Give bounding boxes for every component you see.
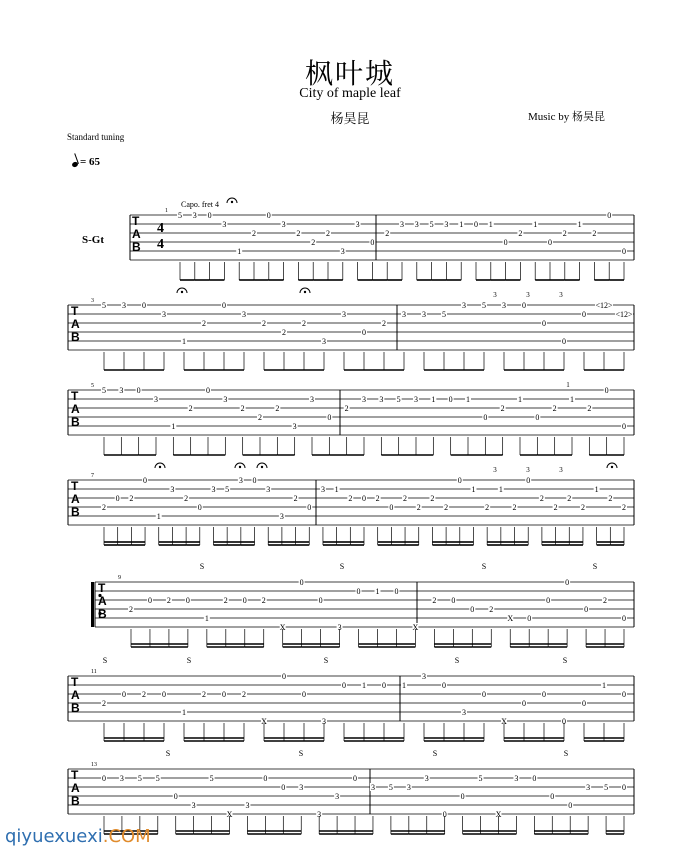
tab-clef-letter: T <box>71 304 79 318</box>
fret-number: 0 <box>568 801 573 810</box>
fret-number: 2 <box>296 229 301 238</box>
fret-number: 3 <box>406 783 411 792</box>
fret-number: 2 <box>252 229 256 238</box>
fret-number: 0 <box>522 699 526 708</box>
fret-number: 3 <box>170 485 175 494</box>
fret-number: X <box>501 717 507 726</box>
tab-clef-letter: T <box>132 214 140 228</box>
fret-number: 1 <box>171 422 176 431</box>
fret-number: 2 <box>382 319 386 328</box>
fret-number: 1 <box>488 220 493 229</box>
fret-number: 2 <box>129 494 134 503</box>
fret-number: 2 <box>375 494 380 503</box>
tab-clef-letter: A <box>71 688 80 702</box>
fret-number: 3 <box>322 717 326 726</box>
fermata-dot <box>159 466 161 468</box>
tab-clef-letter: A <box>98 594 107 608</box>
fret-number: 3 <box>586 783 591 792</box>
fret-number: 0 <box>173 792 178 801</box>
fret-number: 2 <box>500 404 505 413</box>
fret-number: 2 <box>188 404 193 413</box>
fret-number: 0 <box>362 328 366 337</box>
fermata-dot <box>239 466 241 468</box>
fret-number: 0 <box>622 783 626 792</box>
tab-clef-letter: T <box>71 479 79 493</box>
fret-number: 3 <box>320 485 325 494</box>
fret-number: 3 <box>222 220 227 229</box>
fret-number: 0 <box>535 413 540 422</box>
fret-number: 5 <box>482 301 486 310</box>
below-staff-number: 3 <box>493 291 497 299</box>
tab-clef-letter: B <box>98 607 107 621</box>
fret-number: 3 <box>422 310 426 319</box>
track-name: S-Gt <box>82 234 104 246</box>
fret-number: 3 <box>266 485 271 494</box>
fret-number: 3 <box>462 301 466 310</box>
fret-number: 0 <box>582 699 586 708</box>
fret-number: X <box>226 810 233 819</box>
composer-credit: Music by 杨昊昆 <box>528 111 605 123</box>
fret-number: 2 <box>258 413 262 422</box>
fret-number: 0 <box>483 413 488 422</box>
fret-number: 1 <box>362 681 366 690</box>
fret-number: 1 <box>156 512 161 521</box>
fret-number: 3 <box>310 395 314 404</box>
fret-number: 2 <box>262 319 266 328</box>
fermata-dot <box>261 466 263 468</box>
fret-number: 0 <box>503 238 508 247</box>
fret-number: 3 <box>119 774 124 783</box>
fret-number: 2 <box>202 319 206 328</box>
tab-clef-letter: B <box>71 415 80 429</box>
fret-number: 0 <box>327 413 332 422</box>
fret-number: 0 <box>548 238 552 247</box>
fret-number: 2 <box>102 699 106 708</box>
fermata-dot <box>304 291 306 293</box>
fret-number: 0 <box>143 476 148 485</box>
fret-number: 1 <box>204 614 209 623</box>
fret-number: 2 <box>311 238 316 247</box>
fermata-dot <box>181 291 183 293</box>
fret-number: 2 <box>385 229 390 238</box>
fret-number: 2 <box>344 404 349 413</box>
fret-number: 0 <box>136 386 141 395</box>
fret-number: 2 <box>539 494 544 503</box>
fret-number: 3 <box>362 395 366 404</box>
fermata-dot <box>611 466 613 468</box>
fret-number: 3 <box>514 774 519 783</box>
tab-clef-letter: A <box>132 227 141 241</box>
fret-number: 2 <box>403 494 408 503</box>
fret-number: 3 <box>322 337 326 346</box>
fret-number: 0 <box>542 319 546 328</box>
fret-number: 0 <box>282 672 286 681</box>
fret-number: 0 <box>356 587 361 596</box>
fret-number: 0 <box>206 386 210 395</box>
fret-number: 0 <box>382 681 386 690</box>
slap-marker: S <box>481 562 487 571</box>
measure-number: 5 <box>91 383 94 389</box>
tempo-value: = 65 <box>80 156 101 168</box>
fret-number: 2 <box>416 503 421 512</box>
tab-clef-letter: B <box>71 794 80 808</box>
below-staff-number: 3 <box>493 466 497 474</box>
fret-number: 1 <box>402 681 406 690</box>
fret-number: 0 <box>162 690 166 699</box>
fret-number: 2 <box>282 328 286 337</box>
fret-number: 3 <box>402 310 406 319</box>
slap-marker: S <box>563 749 569 758</box>
fret-number: 0 <box>302 690 306 699</box>
fret-number: 0 <box>394 587 399 596</box>
song-title: 枫叶城 <box>304 57 395 90</box>
fret-number: 3 <box>335 792 340 801</box>
fret-number: 1 <box>570 395 574 404</box>
fret-number: 3 <box>400 220 404 229</box>
watermark-domain: qiyuexuexi <box>5 826 103 847</box>
fret-number: 0 <box>546 596 551 605</box>
fret-number: 3 <box>223 395 228 404</box>
fret-number: 2 <box>580 503 585 512</box>
fret-number: 0 <box>102 774 106 783</box>
fret-number: 0 <box>522 301 526 310</box>
fret-number: 0 <box>263 774 268 783</box>
fret-number: 0 <box>582 310 586 319</box>
fret-number: 0 <box>584 605 589 614</box>
fret-number: 5 <box>209 774 214 783</box>
fret-number: 0 <box>252 476 257 485</box>
fret-number: 0 <box>542 690 546 699</box>
fret-number: 5 <box>102 301 106 310</box>
fret-number: 5 <box>225 485 230 494</box>
measure-number: 3 <box>91 298 94 304</box>
fret-number: 2 <box>293 494 298 503</box>
fret-number: 0 <box>185 596 190 605</box>
fret-number: 3 <box>211 485 216 494</box>
fret-number: X <box>507 614 514 623</box>
fret-number: X <box>261 717 267 726</box>
fret-number: 2 <box>603 596 608 605</box>
fret-number: 0 <box>482 690 486 699</box>
tab-clef-letter: B <box>71 505 80 519</box>
fermata-dot <box>231 201 233 203</box>
fret-number: 0 <box>197 503 202 512</box>
fret-number: 2 <box>562 229 567 238</box>
fret-number: 2 <box>592 229 597 238</box>
fret-number: 0 <box>532 774 537 783</box>
fret-number: 1 <box>518 395 522 404</box>
fret-number: 2 <box>142 690 146 699</box>
fret-number: 2 <box>608 494 613 503</box>
capo-label: Capo. fret 4 <box>181 200 219 209</box>
fret-number: 0 <box>353 774 358 783</box>
tab-clef-letter: A <box>71 781 80 795</box>
fret-number: 5 <box>102 386 106 395</box>
fret-number: 3 <box>279 512 284 521</box>
fret-number: 2 <box>518 229 523 238</box>
arranger-name: 杨昊昆 <box>330 112 370 127</box>
repeat-thick-bar <box>91 582 94 627</box>
slap-marker: S <box>432 749 438 758</box>
slap-marker: S <box>186 656 192 665</box>
slap-marker: S <box>165 749 171 758</box>
fret-number: 0 <box>307 503 312 512</box>
fret-number: 0 <box>122 690 126 699</box>
fret-number: <12> <box>595 301 613 310</box>
fret-number: 5 <box>178 211 182 220</box>
fret-number: 0 <box>442 681 446 690</box>
fret-number: 0 <box>607 211 612 220</box>
fret-number: 0 <box>222 301 226 310</box>
fret-number: 0 <box>147 596 152 605</box>
fret-number: 0 <box>562 717 566 726</box>
fret-number: 3 <box>242 310 246 319</box>
fret-number: 2 <box>223 596 228 605</box>
fret-number: 3 <box>370 783 375 792</box>
fret-number: 5 <box>137 774 142 783</box>
fret-number: 3 <box>191 801 196 810</box>
fret-number: 2 <box>275 404 280 413</box>
below-staff-number: 3 <box>526 466 530 474</box>
tuning-label: Standard tuning <box>67 132 125 142</box>
fret-number: 3 <box>444 220 449 229</box>
slap-marker: S <box>199 562 205 571</box>
measure-number: 1 <box>165 208 168 214</box>
fret-number: 2 <box>184 494 189 503</box>
fret-number: 5 <box>429 220 434 229</box>
fret-number: 3 <box>414 220 419 229</box>
fret-number: 0 <box>527 614 532 623</box>
fret-number: 2 <box>242 690 246 699</box>
fret-number: 1 <box>471 485 476 494</box>
fret-number: 5 <box>396 395 401 404</box>
fret-number: 2 <box>202 690 206 699</box>
fret-number: 5 <box>155 774 160 783</box>
fret-number: 2 <box>261 596 266 605</box>
fret-number: 0 <box>142 301 146 310</box>
fret-number: 3 <box>337 623 342 632</box>
fret-number: 0 <box>451 596 456 605</box>
fret-number: 0 <box>342 681 346 690</box>
fret-number: 2 <box>552 404 557 413</box>
fret-number: 5 <box>442 310 446 319</box>
measure-number: 13 <box>91 762 97 768</box>
fret-number: 0 <box>562 337 566 346</box>
measure-number: 7 <box>91 473 94 479</box>
fret-number: 3 <box>238 476 243 485</box>
slap-marker: S <box>454 656 460 665</box>
fret-number: 5 <box>388 783 393 792</box>
fret-number: 1 <box>182 708 186 717</box>
fret-number: 0 <box>318 596 323 605</box>
fret-number: 2 <box>430 494 435 503</box>
fret-number: 3 <box>355 220 360 229</box>
fret-number: 0 <box>526 476 531 485</box>
tab-clef-letter: B <box>132 240 141 254</box>
fret-number: 0 <box>622 690 626 699</box>
fret-number: 0 <box>457 476 462 485</box>
fret-number: 3 <box>424 774 429 783</box>
fret-number: 2 <box>129 605 133 614</box>
fret-number: 5 <box>604 783 609 792</box>
fret-number: 2 <box>102 503 106 512</box>
fret-number: 0 <box>207 211 212 220</box>
fret-number: 2 <box>485 503 490 512</box>
time-signature-top: 4 <box>157 221 164 236</box>
fret-number: 0 <box>604 386 609 395</box>
watermark-tld: .COM <box>102 826 151 847</box>
fret-number: 3 <box>342 310 346 319</box>
fret-number: 2 <box>512 503 517 512</box>
fret-number: 0 <box>266 211 271 220</box>
fret-number: 3 <box>122 301 126 310</box>
fret-number: X <box>412 623 419 632</box>
fret-number: 2 <box>622 503 626 512</box>
fret-number: 3 <box>340 247 345 256</box>
fret-number: 1 <box>602 681 606 690</box>
fret-number: 1 <box>466 395 470 404</box>
fret-number: 1 <box>237 247 242 256</box>
fret-number: 2 <box>166 596 171 605</box>
below-staff-number: 3 <box>526 291 530 299</box>
time-signature-bottom: 4 <box>157 237 164 252</box>
fret-number: 3 <box>119 386 124 395</box>
fret-number: 3 <box>462 708 466 717</box>
fret-number: 3 <box>281 220 286 229</box>
fret-number: 1 <box>594 485 599 494</box>
fret-number: 1 <box>334 485 339 494</box>
fret-number: 0 <box>622 422 626 431</box>
fret-number: 0 <box>460 792 465 801</box>
slap-marker: S <box>592 562 598 571</box>
fret-number: X <box>495 810 502 819</box>
tab-clef-letter: B <box>71 330 80 344</box>
fret-number: 5 <box>478 774 483 783</box>
tab-clef-letter: T <box>71 768 79 782</box>
fret-number: 0 <box>442 810 447 819</box>
fret-number: 0 <box>299 578 304 587</box>
fret-number: 2 <box>444 503 449 512</box>
fret-number: 1 <box>498 485 503 494</box>
fret-number: 3 <box>162 310 166 319</box>
tab-clef-letter: B <box>71 701 80 715</box>
fret-number: 0 <box>550 792 555 801</box>
below-staff-number: 1 <box>566 381 570 389</box>
fret-number: 3 <box>292 422 297 431</box>
fret-number: 2 <box>567 494 572 503</box>
fret-number: 3 <box>502 301 506 310</box>
fret-number: 1 <box>533 220 538 229</box>
tab-clef-letter: A <box>71 402 80 416</box>
fret-number: 0 <box>370 238 375 247</box>
tab-clef-letter: T <box>98 581 106 595</box>
fret-number: 1 <box>459 220 464 229</box>
fret-number: 0 <box>565 578 570 587</box>
song-subtitle: City of maple leaf <box>299 86 401 101</box>
fret-number: 1 <box>431 395 436 404</box>
slap-marker: S <box>339 562 345 571</box>
fret-number: 3 <box>422 672 426 681</box>
fret-number: 2 <box>240 404 245 413</box>
tab-clef-letter: A <box>71 492 80 506</box>
fret-number: 0 <box>622 614 626 623</box>
fret-number: 1 <box>577 220 582 229</box>
fret-number: 0 <box>115 494 120 503</box>
fret-number: 3 <box>299 783 304 792</box>
tab-clef-letter: T <box>71 675 79 689</box>
fret-number: 0 <box>622 247 626 256</box>
fret-number: 2 <box>489 605 494 614</box>
below-staff-number: 3 <box>559 466 563 474</box>
fret-number: 2 <box>587 404 592 413</box>
watermark <box>5 826 151 847</box>
fret-number: 2 <box>326 229 330 238</box>
below-staff-number: 3 <box>559 291 563 299</box>
measure-number: 9 <box>118 575 121 581</box>
fret-number: 2 <box>432 596 437 605</box>
fret-number: 2 <box>302 319 306 328</box>
fret-number: 3 <box>379 395 384 404</box>
fret-number: 0 <box>448 395 453 404</box>
fret-number: 2 <box>348 494 353 503</box>
fret-number: 0 <box>222 690 226 699</box>
fret-number: 0 <box>242 596 247 605</box>
tab-clef-letter: T <box>71 389 79 403</box>
fret-number: 0 <box>281 783 286 792</box>
fret-number: X <box>279 623 286 632</box>
fret-number: 3 <box>192 211 197 220</box>
measure-number: 11 <box>91 669 97 675</box>
fret-number: 0 <box>362 494 366 503</box>
slap-marker: S <box>562 656 568 665</box>
fret-number: 2 <box>553 503 558 512</box>
slap-marker: S <box>298 749 304 758</box>
fret-number: 1 <box>182 337 186 346</box>
fret-number: 0 <box>470 605 475 614</box>
fret-number: 0 <box>474 220 478 229</box>
slap-marker: S <box>102 656 108 665</box>
fret-number: 3 <box>414 395 418 404</box>
fret-number: <12> <box>615 310 633 319</box>
fret-number: 3 <box>245 801 250 810</box>
fret-number: 3 <box>317 810 322 819</box>
tab-clef-letter: A <box>71 317 80 331</box>
fret-number: 0 <box>389 503 394 512</box>
fret-number: 1 <box>375 587 380 596</box>
fret-number: 3 <box>154 395 158 404</box>
slap-marker: S <box>323 656 329 665</box>
